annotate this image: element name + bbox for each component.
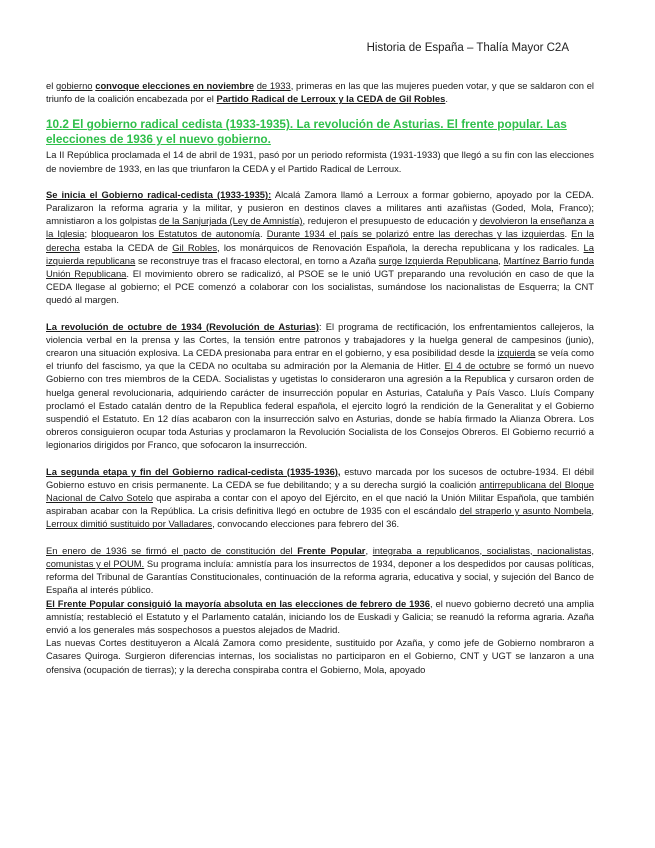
text: se veía como el triunfo del fascismo, ya que la CEDA no ocultaba su admiración por la Alemania de Hitler. (46, 347, 594, 372)
underlined-text: En la derecha (46, 228, 594, 253)
underlined-bold-text: convoque elecciones en noviembre (95, 80, 254, 91)
text: el (46, 80, 57, 91)
paragraph-radical-cedista (46, 188, 594, 307)
text: , (365, 544, 373, 556)
underlined-text: bloquearon los Estatutos de autonomía (91, 228, 261, 240)
text: . (260, 228, 267, 240)
text: Su programa incluía: amnistía para los insurrectos de 1934, deponer a los despedidos por causas políticas, reforma del Tribunal de Garantías Constitucionales, continuación de la reforma agraria, educativa y social, y sujeción del Banco de España al interés público. (46, 557, 594, 596)
text: que aspiraba a contar con el apoyo del Ejército, en el que nació la Unión Militar Española, que también aspiraban acabar con la República. La crisis definitiva llegó en octubre de 1935 con el escándalo (46, 492, 594, 517)
underlined-bold-text: El Frente Popular consiguió la mayoría absoluta en las elecciones de febrero de 1936 (46, 597, 430, 609)
text: : El programa de rectificación, los enfrentamientos callejeros, la violencia verbal en la prensa y las Cortes, la tensión entre patronos y trabajadores y la huelga general de campesinos (junio), crearon una situación explosiva. La CEDA presionaba para entrar en el gobierno, y esa posibilidad desde la (46, 320, 594, 359)
underlined-bold-text: La revolución de octubre de 1934 (Revolución de Asturias) (46, 320, 320, 332)
underlined-text: devolvieron la enseñanza a la Iglesia (46, 215, 595, 240)
underlined-text: El 4 de octubre (444, 360, 511, 372)
underlined-text: En enero de 1936 se firmó el pacto de constitución del (46, 544, 298, 556)
text: , primeras en las que las mujeres pueden votar, y que se saldaron con el triunfo de la coalición encabezada por el (46, 80, 595, 105)
underlined-text: integraba a republicanos, socialistas, nacionalistas, comunistas y el POUM. (46, 544, 594, 569)
text: se formó un nuevo Gobierno con tres miembros de la CEDA. Socialistas y ugetistas lo consideraron una agresión a la Republica y cursaron orden de huelga general revolucionaria, adquiriendo carácter de insurrección popular en Asturias, Cataluña y País Vasco. Lluís Company proclamó el Estado catalán dentro de la Republica federal española, el ejercito logró la rendición de la Generalitat y el Gobierno suspendió el Estatuto. En 12 días acabaron con la insurrección salvo en Asturias, donde se había firmado la Alianza Obrera. Los obreros consiguieron ocupar toda Asturias y proclamaron la Revolución Socialista de los Consejos Obreros. El Gobierno recurrió a legionarios dirigidos por Franco, que sofocaron la insurrección. (46, 360, 594, 451)
underlined-text: Durante 1934 el país se polarizó entre las derechas y las izquierdas (266, 228, 565, 240)
underlined-bold-text: Partido Radical de Lerroux y la CEDA de Gil Robles (216, 93, 446, 105)
text: ; (84, 228, 92, 240)
paragraph-segunda-etapa (46, 465, 594, 531)
underlined-text: La izquierda republicana (46, 241, 594, 266)
page-header: Historia de España – Thalía Mayor C2A (366, 42, 569, 54)
underlined-text: de la Sanjurjada (Ley de Amnistía) (159, 215, 303, 227)
underlined-text: antirrepublicana del Bloque Nacional de Calvo Sotelo (46, 478, 594, 504)
section-heading: 10.2 El gobierno radical cedista (1933-1935). La revolución de Asturias. El frente popular. Las elecciones de 1936 y el nuevo gobierno. (46, 117, 567, 147)
underlined-text: Martínez Barrio funda Unión Republicana (46, 254, 594, 280)
underlined-bold-text: La segunda etapa y fin del Gobierno radical-cedista (1935-1936), (46, 465, 341, 477)
underlined-bold-text: Frente Popular (297, 544, 366, 556)
paragraph-revolucion-octubre (46, 320, 594, 452)
underlined-text: gobierno (56, 80, 93, 91)
underlined-text: izquierda (497, 347, 536, 359)
text: , convocando elecciones para febrero del 36. (212, 518, 400, 530)
text: se reconstruye tras el fracaso electoral, en torno a Azaña (135, 254, 379, 266)
text: . El movimiento obrero se radicalizó, al PSOE se le unió UGT preparando una revolución en caso de que la CEDA llegase al gobierno; el PCE comenzó a colaborar con los socialistas, sumándose los nacionalistas de Esquerra; la CNT quedó al margen. (46, 268, 594, 306)
text: estuvo marcada por los sucesos de octubre-1934. El débil Gobierno estuvo en crisis permanente. La CEDA se fue debilitando; y a su derecha surgió la coalición (46, 465, 594, 490)
underlined-text: del straperlo y asunto Nombela (459, 505, 592, 517)
paragraph-elecciones-1936 (46, 597, 594, 637)
intro-paragraph (46, 79, 594, 105)
section-intro: La II República proclamada el 14 de abril de 1931, pasó por un periodo reformista (1931-1933) que llegó a su fin con las elecciones de noviembre de 1933, en las que triunfaron la CEDA y el Partido Radical de Lerroux. (46, 149, 594, 174)
text: Alcalá Zamora llamó a Lerroux a formar gobierno, apoyado por la CEDA. Paralizaron la reforma agraria y la militar, y pusieron en destinos claves a militares anti azañistas (Goded, Mola, Franco); amnistiaron a los golpistas (46, 188, 594, 227)
text: , los monárquicos de Renovación Española, la derecha republicana y los radicales. (217, 241, 584, 253)
underlined-text: de 1933 (256, 80, 291, 91)
text: , (591, 505, 594, 517)
underlined-text: Gil Robles (172, 241, 218, 253)
text: , (498, 254, 504, 266)
text: . (564, 228, 572, 240)
underlined-text: Lerroux dimitió sustituido por Valladares (46, 518, 213, 530)
text: . (445, 93, 448, 105)
paragraph-nuevas-cortes: Las nuevas Cortes destituyeron a Alcalá Zamora como presidente, sustituido por Azaña, y como jefe de Gobierno nombraron a Casares Quiroga. Surgieron diferencias internas, los socialistas no participaron en el Gobierno, CNT y UGT se lanzaron a una ofensiva (ocupación de tierras); y la derecha conspiraba contra el Gobierno, Mola, apoyado (46, 637, 594, 675)
underlined-bold-text: Se inicia el Gobierno radical-cedista (1933-1935): (46, 188, 272, 200)
text: , el nuevo gobierno decretó una amplia amnistía; restableció el Estatuto y el Parlamento catalán, iniciando los de Euskadi y Galicia; se reanudó la reforma agraria. Azaña envió a los generales más sospechosos a puestos alejados de Madrid. (46, 597, 594, 635)
paragraph-frente-popular (46, 544, 594, 597)
document-body (46, 79, 594, 676)
text: , redujeron el presupuesto de educación y (302, 215, 480, 227)
text: estaba la CEDA de (79, 241, 173, 253)
underlined-text: surge Izquierda Republicana (378, 254, 499, 266)
